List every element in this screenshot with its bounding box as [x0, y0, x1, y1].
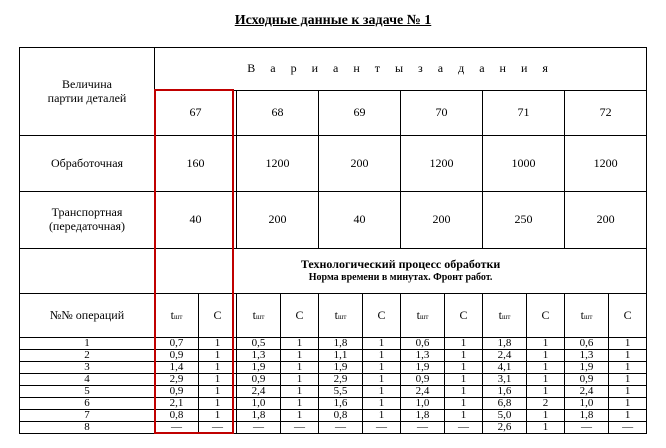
time-norm-value: —: [319, 422, 363, 434]
work-front-value: 1: [609, 374, 647, 386]
time-norm-value: 0,7: [155, 338, 199, 350]
time-norm-value: 0,5: [237, 338, 281, 350]
time-norm-header: [483, 294, 527, 338]
variant-70-header: 70: [401, 91, 483, 136]
time-norm-value: 1,3: [565, 350, 609, 362]
work-front-value: 1: [527, 410, 565, 422]
operation-number: 5: [20, 386, 155, 398]
time-norm-symbol: t: [334, 307, 338, 322]
work-front-value: 1: [609, 350, 647, 362]
time-norm-value: 1,0: [401, 398, 445, 410]
work-front-header: C: [609, 294, 647, 338]
time-norm-value: 1,8: [483, 338, 527, 350]
time-norm-value: 1,9: [319, 362, 363, 374]
time-norm-value: 2,4: [565, 386, 609, 398]
time-norm-value: 2,9: [155, 374, 199, 386]
operation-number: 8: [20, 422, 155, 434]
lot-size-header: Величина партии деталей: [20, 48, 155, 136]
work-front-value: 1: [527, 374, 565, 386]
time-norm-symbol: t: [580, 307, 584, 322]
work-front-value: 1: [445, 410, 483, 422]
time-norm-value: 1,3: [401, 350, 445, 362]
work-front-value: 1: [363, 362, 401, 374]
work-front-value: 1: [527, 362, 565, 374]
process-title: Технологический процесс обработки: [300, 257, 501, 272]
time-norm-value: 5,5: [319, 386, 363, 398]
work-front-value: 1: [527, 386, 565, 398]
work-front-value: —: [363, 422, 401, 434]
variant-72-header: 72: [565, 91, 647, 136]
work-front-value: —: [609, 422, 647, 434]
work-front-value: —: [445, 422, 483, 434]
time-norm-value: 0,8: [155, 410, 199, 422]
work-front-header: C: [527, 294, 565, 338]
variant-69-header: 69: [319, 91, 401, 136]
time-norm-subscript: шт: [255, 312, 265, 321]
processing-lot-label: Обработочная: [20, 136, 155, 192]
work-front-header: C: [281, 294, 319, 338]
time-norm-value: 4,1: [483, 362, 527, 374]
work-front-value: 1: [445, 350, 483, 362]
time-norm-subscript: шт: [337, 312, 347, 321]
time-norm-value: 5,0: [483, 410, 527, 422]
time-norm-header: [401, 294, 445, 338]
table-row: [20, 410, 647, 422]
work-front-value: 1: [199, 362, 237, 374]
work-front-header: C: [445, 294, 483, 338]
time-norm-value: 2,1: [155, 398, 199, 410]
table-row: [20, 374, 647, 386]
work-front-value: 1: [609, 398, 647, 410]
work-front-header: C: [363, 294, 401, 338]
work-front-value: 1: [281, 398, 319, 410]
time-norm-symbol: t: [170, 307, 174, 322]
work-front-value: 1: [609, 386, 647, 398]
time-norm-value: 0,8: [319, 410, 363, 422]
operation-number: 7: [20, 410, 155, 422]
page-title: Исходные данные к задаче № 1: [234, 13, 432, 28]
processing-lot-value: 1200: [237, 136, 319, 192]
work-front-value: —: [281, 422, 319, 434]
time-norm-value: 2,4: [401, 386, 445, 398]
operation-number: 6: [20, 398, 155, 410]
work-front-value: 1: [281, 362, 319, 374]
time-norm-value: 1,8: [237, 410, 281, 422]
time-norm-value: —: [237, 422, 281, 434]
work-front-value: 1: [363, 398, 401, 410]
table-row: [20, 386, 647, 398]
work-front-value: 1: [527, 350, 565, 362]
processing-lot-value: 1200: [401, 136, 483, 192]
table-row: [20, 422, 647, 434]
process-subtitle: Норма времени в минутах. Фронт работ.: [308, 272, 493, 284]
time-norm-value: 1,9: [565, 362, 609, 374]
work-front-value: 1: [527, 422, 565, 434]
time-norm-subscript: шт: [419, 312, 429, 321]
work-front-value: 1: [363, 374, 401, 386]
variant-68-header: 68: [237, 91, 319, 136]
time-norm-value: 1,6: [483, 386, 527, 398]
time-norm-subscript: шт: [501, 312, 511, 321]
work-front-value: 1: [281, 410, 319, 422]
processing-lot-value: 160: [155, 136, 237, 192]
work-front-value: 1: [609, 410, 647, 422]
operation-number: 4: [20, 374, 155, 386]
work-front-header: C: [199, 294, 237, 338]
time-norm-value: 0,6: [401, 338, 445, 350]
work-front-value: 1: [527, 338, 565, 350]
processing-lot-value: 1200: [565, 136, 647, 192]
time-norm-value: 1,4: [155, 362, 199, 374]
work-front-value: 1: [363, 386, 401, 398]
work-front-value: 1: [363, 410, 401, 422]
variant-71-header: 71: [483, 91, 565, 136]
work-front-value: 1: [363, 350, 401, 362]
source-data-table: [19, 47, 647, 434]
time-norm-value: —: [155, 422, 199, 434]
time-norm-value: 3,1: [483, 374, 527, 386]
time-norm-value: 0,6: [565, 338, 609, 350]
work-front-value: 1: [199, 374, 237, 386]
work-front-value: —: [199, 422, 237, 434]
variants-label: В а р и а н т ы з а д а н и я: [247, 61, 554, 76]
work-front-value: 1: [445, 398, 483, 410]
transport-lot-value: 200: [401, 192, 483, 249]
time-norm-symbol: t: [416, 307, 420, 322]
table-row: [20, 338, 647, 350]
transport-lot-value: 200: [565, 192, 647, 249]
work-front-value: 1: [445, 338, 483, 350]
time-norm-header: [565, 294, 609, 338]
time-norm-value: 1,8: [565, 410, 609, 422]
time-norm-value: —: [565, 422, 609, 434]
transport-lot-value: 40: [155, 192, 237, 249]
work-front-value: 1: [199, 398, 237, 410]
time-norm-subscript: шт: [583, 312, 593, 321]
transport-lot-value: 250: [483, 192, 565, 249]
variant-67-header: 67: [155, 91, 237, 136]
time-norm-value: 1,9: [401, 362, 445, 374]
time-norm-value: 2,6: [483, 422, 527, 434]
work-front-value: 1: [445, 374, 483, 386]
operations-label: №№ операций: [20, 294, 155, 338]
work-front-value: 1: [199, 338, 237, 350]
work-front-value: 1: [199, 386, 237, 398]
time-norm-value: 1,1: [319, 350, 363, 362]
operation-number: 1: [20, 338, 155, 350]
work-front-value: 1: [281, 386, 319, 398]
time-norm-value: 0,9: [237, 374, 281, 386]
time-norm-value: 2,4: [483, 350, 527, 362]
work-front-value: 1: [445, 362, 483, 374]
processing-lot-value: 200: [319, 136, 401, 192]
transport-lot-value: 200: [237, 192, 319, 249]
processing-lot-value: 1000: [483, 136, 565, 192]
time-norm-value: 0,9: [155, 386, 199, 398]
table-row: [20, 350, 647, 362]
table-row: [20, 362, 647, 374]
time-norm-value: 1,3: [237, 350, 281, 362]
time-norm-value: 0,9: [401, 374, 445, 386]
time-norm-value: 2,9: [319, 374, 363, 386]
work-front-value: 1: [281, 338, 319, 350]
time-norm-value: 0,9: [565, 374, 609, 386]
time-norm-header: [319, 294, 363, 338]
time-norm-value: 2,4: [237, 386, 281, 398]
work-front-value: 1: [199, 350, 237, 362]
time-norm-symbol: t: [498, 307, 502, 322]
time-norm-value: 1,6: [319, 398, 363, 410]
time-norm-value: 1,8: [401, 410, 445, 422]
operation-number: 2: [20, 350, 155, 362]
time-norm-symbol: t: [252, 307, 256, 322]
work-front-value: 1: [609, 338, 647, 350]
process-header: [155, 249, 647, 294]
transport-lot-value: 40: [319, 192, 401, 249]
time-norm-value: 1,0: [565, 398, 609, 410]
time-norm-value: —: [401, 422, 445, 434]
empty-cell: [20, 249, 155, 294]
work-front-value: 1: [281, 350, 319, 362]
time-norm-value: 1,0: [237, 398, 281, 410]
work-front-value: 1: [609, 362, 647, 374]
variants-header: [155, 48, 647, 91]
time-norm-value: 6,8: [483, 398, 527, 410]
work-front-value: 1: [199, 410, 237, 422]
time-norm-subscript: шт: [173, 312, 183, 321]
time-norm-header: [237, 294, 281, 338]
work-front-value: 1: [363, 338, 401, 350]
time-norm-value: 1,9: [237, 362, 281, 374]
work-front-value: 1: [445, 386, 483, 398]
time-norm-value: 1,8: [319, 338, 363, 350]
work-front-value: 2: [527, 398, 565, 410]
work-front-value: 1: [281, 374, 319, 386]
time-norm-header: [155, 294, 199, 338]
operation-number: 3: [20, 362, 155, 374]
table-row: [20, 398, 647, 410]
transport-lot-label: Транспортная (передаточная): [20, 192, 155, 249]
time-norm-value: 0,9: [155, 350, 199, 362]
